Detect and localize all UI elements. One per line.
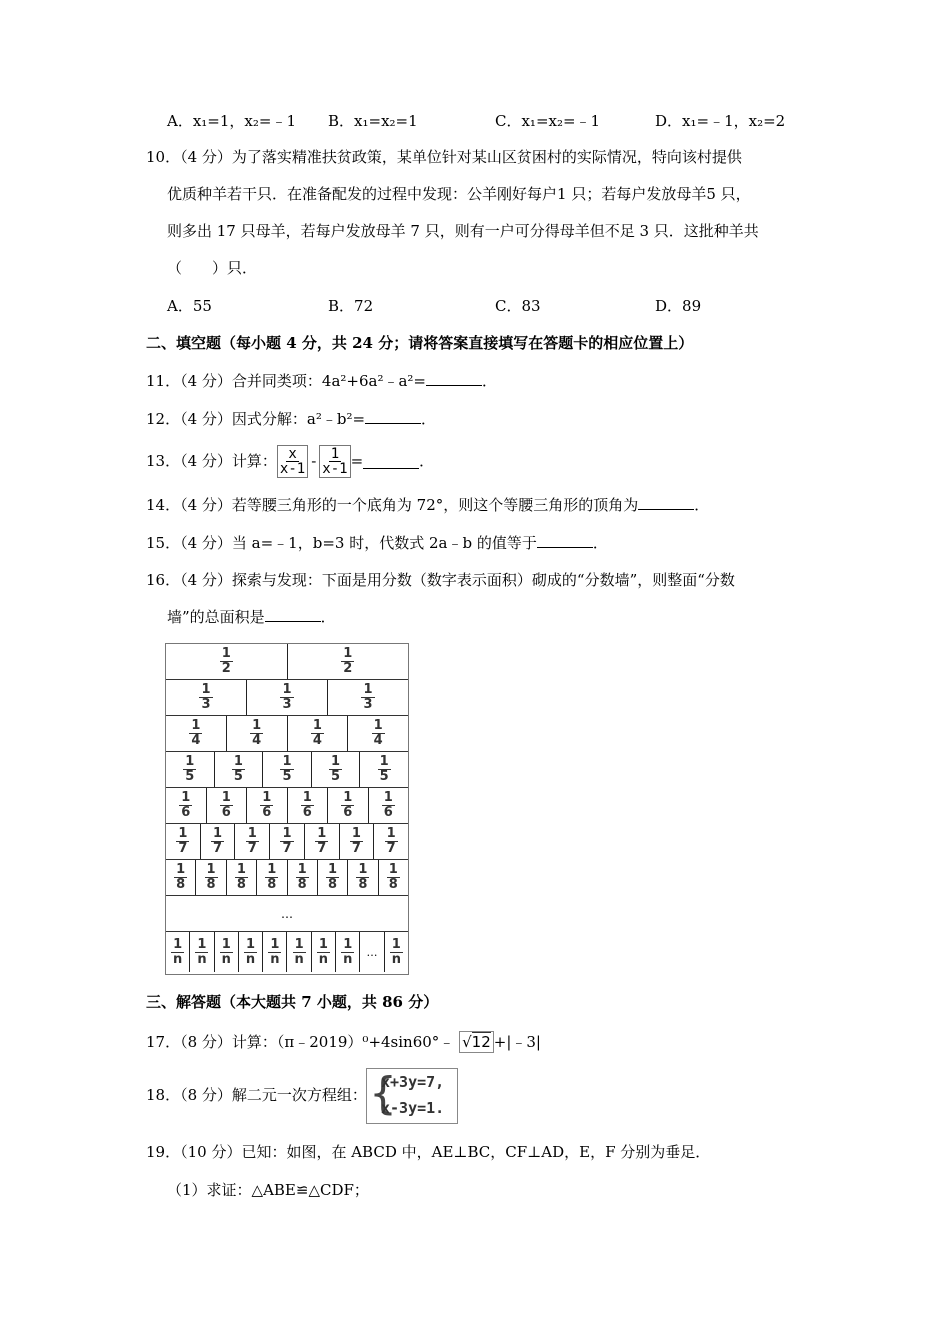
fraction-label: 1 8 (328, 862, 338, 892)
sqrt-12: √12 (459, 1031, 494, 1053)
wall-cell (348, 860, 378, 895)
q17-suffix: +|﹣3| (493, 1033, 541, 1051)
q10-option-d: D．89 (655, 297, 702, 315)
wall-cell (239, 932, 263, 972)
fraction-label: 1 7 (282, 826, 292, 856)
answer-blank (363, 454, 419, 469)
wall-cell (340, 824, 375, 859)
wall-ellipsis-row: … (166, 896, 408, 932)
answer-blank (265, 607, 321, 622)
wall-cell (348, 716, 408, 751)
q10-line2: 优质种羊若干只．在准备配发的过程中发现：公羊刚好每户1 只；若每户发放母羊5 只， (167, 185, 751, 203)
wall-cell (288, 716, 349, 751)
wall-cell (318, 860, 348, 895)
fraction-label: 1 6 (262, 790, 272, 820)
fraction-label: 1 n (318, 936, 329, 967)
q19-line1: 19．（10 分）已知：如图，在 ABCD 中，AE⊥BC，CF⊥AD，E，F 分别为垂足． (146, 1143, 711, 1161)
wall-cell (166, 824, 201, 859)
wall-row-n (166, 932, 408, 972)
equation-1: x+3y=7, (381, 1073, 445, 1091)
wall-cell (215, 752, 264, 787)
fraction-label: 1 n (221, 936, 231, 967)
answer-blank (365, 409, 421, 424)
fraction-label: 1 4 (373, 718, 383, 748)
wall-cell (235, 824, 270, 859)
wall-cell (312, 932, 336, 972)
q10-option-b: B．72 (328, 297, 374, 315)
fraction-label: 1 3 (282, 682, 292, 712)
fraction-label: 1 6 (383, 790, 393, 820)
q14-suffix: ． (694, 496, 710, 514)
wall-cell (305, 824, 340, 859)
q11-suffix: ． (482, 372, 498, 390)
wall-cell (166, 644, 288, 679)
fraction-label: 1 3 (201, 682, 211, 712)
q15 (146, 533, 608, 553)
fraction-label: 1 7 (386, 826, 396, 856)
q17 (146, 1031, 541, 1053)
wall-cell (369, 788, 409, 823)
wall-cell (287, 932, 311, 972)
wall-cell (270, 824, 305, 859)
wall-cell (336, 932, 360, 972)
wall-cell (196, 860, 226, 895)
section3-heading: 三、解答题（本大题共 7 小题，共 86 分） (146, 993, 439, 1011)
fraction-label: 1 5 (282, 754, 292, 784)
q10-option-c: C．83 (495, 297, 541, 315)
q11 (146, 371, 497, 391)
section2-heading: 二、填空题（每小题 4 分，共 24 分；请将答案直接填写在答题卡的相应位置上） (146, 334, 694, 352)
wall-row-3 (166, 680, 408, 716)
fraction-label: 1 4 (312, 718, 322, 748)
q9-option-d: D．x₁=﹣1，x₂=2 (655, 112, 786, 130)
fraction-label: 1 8 (388, 862, 398, 892)
q9-option-a: A．x₁=1，x₂=﹣1 (167, 112, 297, 130)
fraction-label: 1 6 (221, 790, 231, 820)
fraction-label: 1 6 (181, 790, 191, 820)
wall-cell (247, 680, 328, 715)
fraction-label: 1 8 (267, 862, 277, 892)
fraction-1-over-x-minus-1: $\frac{1}{x-1}$ (319, 445, 350, 478)
q15-text: 15．（4 分）当 a=﹣1，b=3 时，代数式 2a﹣b 的值等于 (146, 534, 537, 552)
answer-blank (638, 495, 694, 510)
wall-cell (374, 824, 408, 859)
fraction-label: 1 7 (213, 826, 223, 856)
fraction-label: 1 2 (343, 646, 353, 676)
wall-cell (288, 788, 329, 823)
fraction-label: 1 n (294, 936, 304, 967)
q13 (146, 440, 434, 482)
q18-text: 18．（8 分）解二元一次方程组： (146, 1086, 367, 1104)
fraction-label: 1 4 (252, 718, 262, 748)
q17-text: 17．（8 分）计算：（π﹣2019）⁰+4sin60°﹣ (146, 1033, 455, 1051)
fraction-wall-figure (165, 643, 409, 975)
wall-row-4 (166, 716, 408, 752)
wall-cell (166, 788, 207, 823)
q10-line3: 则多出 17 只母羊，若每户发放母羊 7 只，则有一户可分得母羊但不足 3 只．这批种羊共 (167, 222, 759, 240)
wall-cell (385, 932, 408, 972)
fraction-label: 1 5 (379, 754, 389, 784)
fraction-label: 1 n (270, 936, 280, 967)
fraction-label: 1 8 (358, 862, 368, 892)
wall-cell (190, 932, 214, 972)
wall-cell (166, 932, 190, 972)
fraction-label: 1 3 (363, 682, 373, 712)
fraction-label: 1 n (173, 936, 183, 967)
fraction-label: 1 8 (176, 862, 186, 892)
wall-cell (360, 752, 408, 787)
fraction-label: 1 n (343, 936, 353, 967)
wall-cell (263, 752, 312, 787)
fraction-label: 1 n (197, 936, 207, 967)
fraction-label: 1 8 (297, 862, 307, 892)
q9-option-c: C．x₁=x₂=﹣1 (495, 112, 601, 130)
wall-cell (227, 860, 257, 895)
wall-row-5 (166, 752, 408, 788)
wall-row-2 (166, 644, 408, 680)
fraction-label: 1 6 (343, 790, 353, 820)
q12 (146, 409, 436, 429)
q10-option-a: A．55 (167, 297, 212, 315)
q13-text: 13．（4 分）计算： (146, 452, 277, 470)
q10-line4: （ ）只． (167, 259, 258, 277)
answer-blank (426, 371, 482, 386)
fraction-label: 1 7 (317, 826, 327, 856)
wall-cell (312, 752, 361, 787)
q10-line1: 10．（4 分）为了落实精准扶贫政策，某单位针对某山区贫困村的实际情况，特向该村提供 (146, 148, 742, 166)
wall-cell (215, 932, 239, 972)
wall-cell (207, 788, 248, 823)
q16-line2: 墙”的总面积是 ． (167, 608, 336, 626)
wall-cell (227, 716, 288, 751)
wall-row-7 (166, 824, 408, 860)
q19-part1: （1）求证：△ABE≌△CDF； (167, 1181, 369, 1199)
q11-text: 11．（4 分）合并同类项：4a²+6a²﹣a²= (146, 372, 426, 390)
wall-row-8 (166, 860, 408, 896)
fraction-label: 1 8 (206, 862, 216, 892)
wall-cell (379, 860, 408, 895)
fraction-label: 1 2 (221, 646, 231, 676)
fraction-label: 1 n (391, 936, 401, 967)
wall-cell (288, 860, 318, 895)
q12-suffix: ． (421, 410, 437, 428)
fraction-label: 1 n (245, 936, 256, 967)
q14 (146, 495, 709, 515)
fraction-label: 1 5 (331, 754, 341, 784)
fraction-label: 1 4 (191, 718, 201, 748)
wall-ellipsis-cell: … (360, 932, 384, 972)
wall-cell (328, 788, 369, 823)
wall-cell (166, 752, 215, 787)
equation-2: x-3y=1. (381, 1099, 445, 1117)
equation-system (366, 1068, 458, 1124)
wall-cell (166, 860, 196, 895)
q12-text: 12．（4 分）因式分解：a²﹣b²= (146, 410, 366, 428)
answer-blank (537, 533, 593, 548)
fraction-label: 1 7 (351, 826, 361, 856)
q14-text: 14．（4 分）若等腰三角形的一个底角为 72°，则这个等腰三角形的顶角为 (146, 496, 639, 514)
wall-cell (201, 824, 236, 859)
fraction-label: 1 7 (247, 826, 257, 856)
fraction-label: 1 5 (233, 754, 243, 784)
q9-option-b: B．x₁=x₂=1 (328, 112, 418, 130)
equals-sign: = (350, 452, 364, 470)
q15-suffix: ． (592, 534, 608, 552)
fraction-label: 1 6 (302, 790, 312, 820)
fraction-label: 1 7 (178, 826, 188, 856)
wall-cell (263, 932, 287, 972)
wall-cell (166, 680, 247, 715)
fraction-x-over-x-minus-1: $\frac{x}{x-1}$ (277, 445, 308, 478)
wall-cell (328, 680, 408, 715)
wall-cell (288, 644, 409, 679)
wall-cell (257, 860, 287, 895)
brace-icon: { (369, 1068, 397, 1119)
wall-row-6 (166, 788, 408, 824)
fraction-label: 1 5 (185, 754, 195, 784)
q13-suffix: ． (419, 452, 435, 470)
fraction-label: 1 8 (236, 862, 246, 892)
minus-sign: - (311, 452, 317, 470)
wall-cell (166, 716, 227, 751)
q16-line1: 16．（4 分）探索与发现：下面是用分数（数字表示面积）砌成的“分数墙”，则整面“分数 (146, 571, 735, 589)
wall-cell (247, 788, 288, 823)
